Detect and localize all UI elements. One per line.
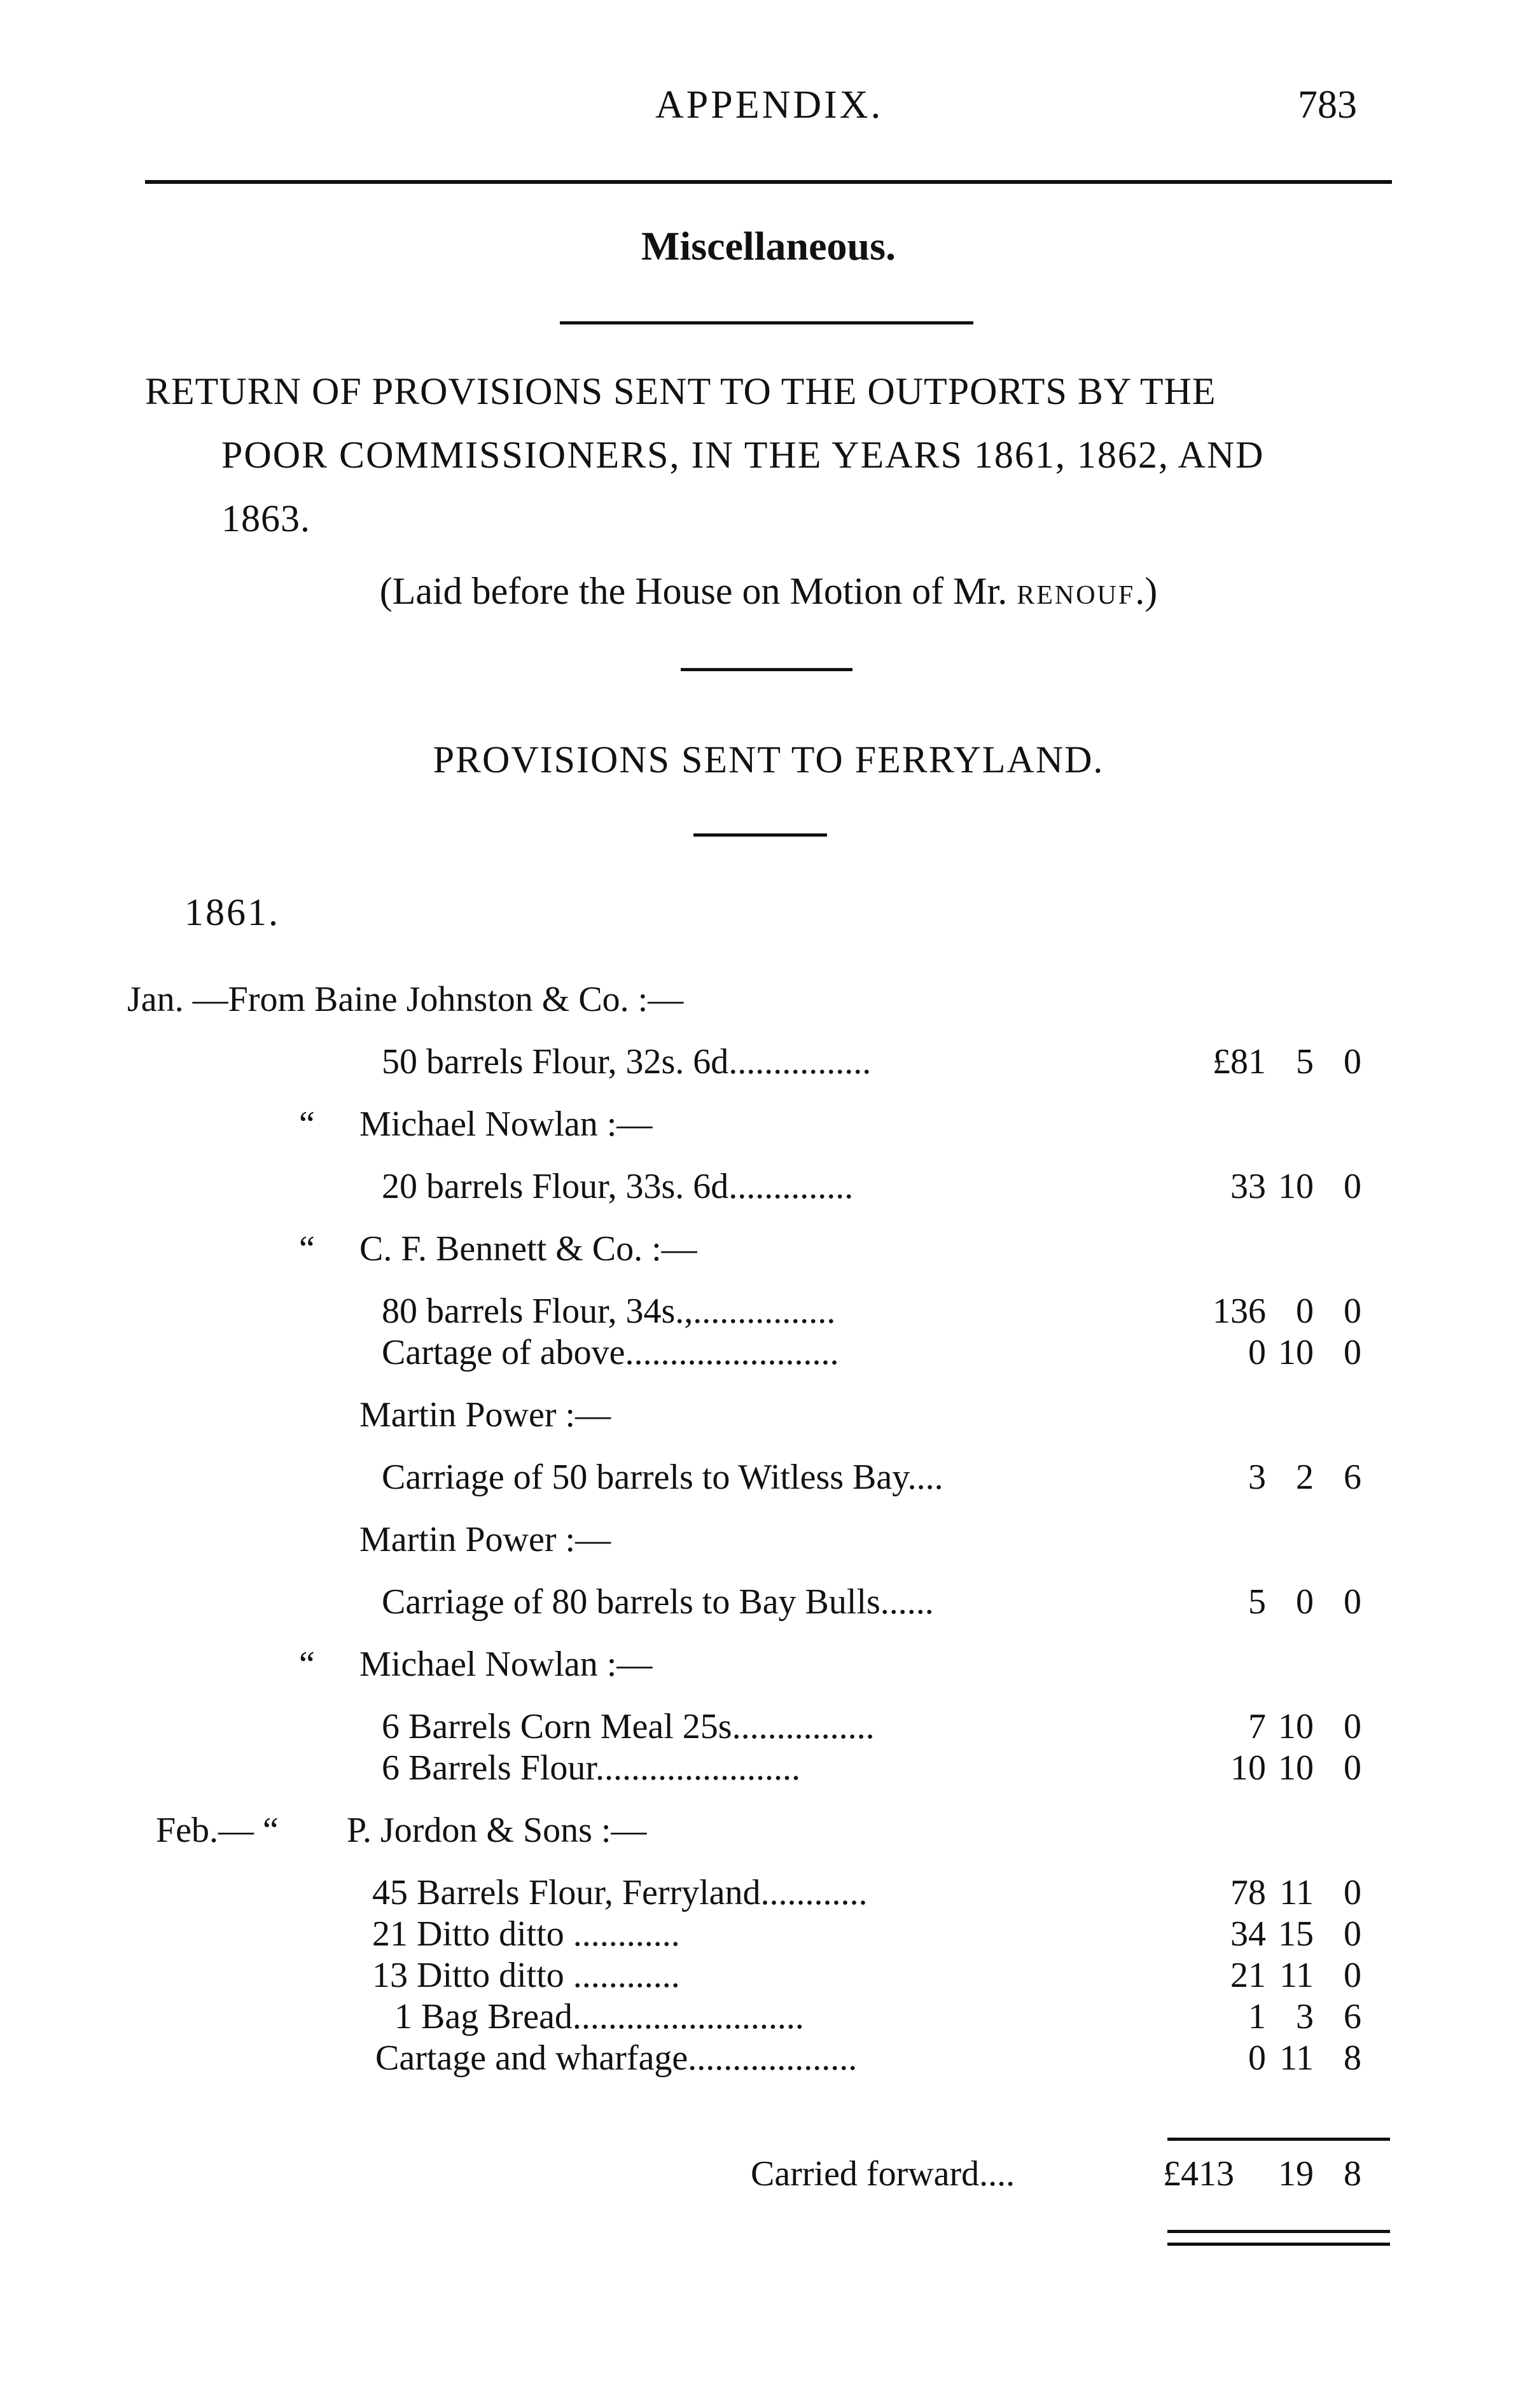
ledger-row [127,1629,1393,1691]
section-title: Miscellaneous. [641,223,896,268]
row-pence: 0 [1344,1873,1361,1912]
row-description: Martin Power :— [359,1520,611,1559]
row-pence: 0 [1344,1707,1361,1746]
row-shillings: 2 [1296,1458,1314,1497]
ledger-row [127,1333,1393,1379]
subnote-name: RENOUF [1017,581,1136,610]
row-description: 50 barrels Flour, 32s. 6d................ [382,1042,872,1082]
row-pence: 0 [1344,1167,1361,1206]
row-description: 13 Ditto ditto ............ [372,1956,680,1995]
ledger-row [127,1504,1393,1566]
total-rule-double-1 [1167,2230,1390,2233]
row-pounds: 78 [1230,1873,1266,1912]
page-number: 783 [1298,83,1357,127]
ledger-row [127,1442,1393,1504]
row-shillings: 11 [1279,1873,1314,1912]
ledger-row [127,1857,1393,1919]
ledger-row [127,1691,1393,1753]
total-rule-top [1167,2138,1390,2141]
subnote-post: .) [1135,570,1158,612]
row-shillings: 5 [1296,1042,1314,1082]
row-pounds: 7 [1248,1707,1266,1746]
title-line-1: RETURN OF PROVISIONS SENT TO THE OUTPORTS BY THE [145,370,1216,412]
row-description: Carriage of 50 barrels to Witless Bay.... [382,1458,943,1497]
row-shillings: 11 [1279,2038,1314,2078]
running-head: APPENDIX. [655,83,884,127]
row-shillings: 0 [1296,1291,1314,1331]
row-description: 1 Bag Bread.......................... [394,1997,804,2036]
year-label: 1861. [184,891,280,933]
row-pence: 0 [1344,1748,1361,1788]
row-description: Michael Nowlan :— [359,1104,653,1144]
row-date-label: Jan. —From Baine Johnston & Co. :— [127,980,684,1019]
row-pounds: 0 [1248,1333,1266,1372]
ledger-row [127,1379,1393,1442]
row-description: Carriage of 80 barrels to Bay Bulls...... [382,1582,934,1622]
row-date-label: “ [299,1104,315,1144]
row-pounds: £81 [1213,1042,1266,1082]
row-pounds: 5 [1248,1582,1266,1622]
ledger-row [127,1213,1393,1276]
title-rule [560,321,973,324]
row-shillings: 10 [1278,1748,1314,1788]
row-description: 6 Barrels Corn Meal 25s................ [382,1707,875,1746]
total-pounds: £413 [1163,2154,1234,2194]
row-description: Michael Nowlan :— [359,1645,653,1684]
ledger-row [127,1276,1393,1338]
row-description: 6 Barrels Flour....................... [382,1748,800,1788]
row-pence: 0 [1344,1582,1361,1622]
row-pence: 8 [1344,2038,1361,2078]
total-pence: 8 [1344,2154,1361,2194]
row-pence: 0 [1344,1291,1361,1331]
row-shillings: 15 [1278,1914,1314,1954]
subheading-rule [693,833,827,837]
row-description: Martin Power :— [359,1395,611,1435]
title-line-3: 1863. [221,498,310,539]
row-date-label: Feb.— “ [156,1811,279,1850]
row-pounds: 33 [1230,1167,1266,1206]
row-pounds: 3 [1248,1458,1266,1497]
row-description: 45 Barrels Flour, Ferryland............ [372,1873,868,1912]
document-title [145,359,1392,550]
row-pence: 6 [1344,1458,1361,1497]
row-pounds: 1 [1248,1997,1266,2036]
row-pence: 0 [1344,1333,1361,1372]
subnote [0,569,1537,613]
title-line-2: POOR COMMISSIONERS, IN THE YEARS 1861, 1862, AND [221,434,1265,476]
ledger-row [127,1026,1393,1089]
row-date-label: “ [299,1229,315,1269]
row-date-label: “ [299,1645,315,1684]
total-shillings: 19 [1278,2154,1314,2194]
row-shillings: 0 [1296,1582,1314,1622]
ledger-row [127,1566,1393,1629]
ledger-row [127,1795,1393,1857]
row-shillings: 10 [1278,1707,1314,1746]
row-pounds: 0 [1248,2038,1266,2078]
row-description: P. Jordon & Sons :— [347,1811,647,1850]
row-shillings: 11 [1279,1956,1314,1995]
ledger-row [127,1089,1393,1151]
row-description: 21 Ditto ditto ............ [372,1914,680,1954]
ledger-row [127,964,1393,1026]
ledger-row [127,1151,1393,1213]
row-pence: 0 [1344,1956,1361,1995]
row-pence: 6 [1344,1997,1361,2036]
row-description: 80 barrels Flour, 34s.,................ [382,1291,836,1331]
row-shillings: 3 [1296,1997,1314,2036]
ledger-row [127,2038,1393,2085]
subnote-rule [681,668,852,671]
row-shillings: 10 [1278,1333,1314,1372]
total-rule-double-2 [1167,2243,1390,2246]
ledger-row [127,1748,1393,1795]
row-pounds: 21 [1230,1956,1266,1995]
row-pence: 0 [1344,1042,1361,1082]
carried-forward-label: Carried forward.... [751,2154,1015,2194]
row-description: 20 barrels Flour, 33s. 6d.............. [382,1167,854,1206]
row-pounds: 136 [1213,1291,1266,1331]
row-shillings: 10 [1278,1167,1314,1206]
row-pence: 0 [1344,1914,1361,1954]
subheading: PROVISIONS SENT TO FERRYLAND. [433,739,1104,781]
subnote-pre: (Laid before the House on Motion of Mr. [379,570,1017,612]
row-description: Cartage and wharfage................... [375,2038,858,2078]
ledger [127,964,1393,2085]
row-description: C. F. Bennett & Co. :— [359,1229,697,1269]
row-pounds: 10 [1230,1748,1266,1788]
row-description: Cartage of above........................ [382,1333,839,1372]
header-rule [145,180,1392,184]
row-pounds: 34 [1230,1914,1266,1954]
